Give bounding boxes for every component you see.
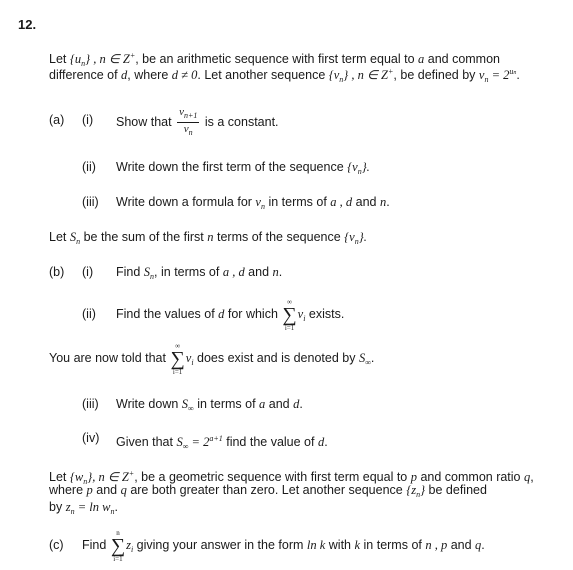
math-condition: d ≠ 0 [171, 68, 198, 82]
part-b-iv-text: Given that $S_\infty = 2^{a+1}$ find the value of d. [116, 434, 328, 451]
part-a-ii-label: (ii) [82, 160, 96, 174]
told-line: You are now told that ∞ ∑ i=1 $v_i$ does exist and is denoted by $S_\infty$. [49, 341, 375, 376]
part-c-label: (c) [49, 538, 64, 552]
part-b-i-label: (i) [82, 265, 94, 279]
intro-text: , be defined by [393, 68, 479, 82]
summation-symbol: ∞ ∑ i=1 [282, 297, 297, 332]
math-domain: , n ∈ Z+ [90, 51, 136, 66]
part-b-ii-text: Find the values of d for which ∞ ∑ i=1 $v_i$ exists. [116, 297, 345, 332]
part-a-i-label: (i) [82, 113, 94, 127]
math-v-seq: $\{v_n\}$ [328, 68, 349, 84]
math-d: d [121, 68, 128, 82]
intro-text: , be an arithmetic sequence with first term equal to [135, 52, 419, 66]
math-domain: , n ∈ Z+ [348, 67, 394, 82]
part-b-iv-label: (iv) [82, 431, 100, 445]
part-b-ii-label: (ii) [82, 307, 96, 321]
part-a-ii-text: Write down the first term of the sequence $\{v_n\}$. [116, 160, 370, 176]
sum-definition-line: Let $S_n$ be the sum of the first n terms of the sequence $\{v_n\}$. [49, 230, 367, 246]
summation-symbol: n ∑ i=1 [110, 528, 126, 563]
part-a-iii-text: Write down a formula for $v_n$ in terms of a , d and n. [116, 195, 390, 211]
geometric-line-2: where p and q are both greater than zero. Let another sequence $\{z_n\}$ be defined [49, 483, 487, 499]
geometric-line-1: Let $\{w_n\}$, n ∈ Z+, be a geometric sequence with first term equal to p and common ratio q, [49, 469, 534, 486]
part-b-i-text: Find $S_n$, in terms of a , d and n. [116, 265, 283, 281]
summation-symbol: ∞ ∑ i=1 [170, 341, 185, 376]
part-b-iii-label: (iii) [82, 397, 99, 411]
math-fraction: $\frac{v_{n+1}}{v_n}$ [179, 106, 198, 137]
intro-text: , where [127, 68, 172, 82]
intro-text: . [516, 68, 520, 82]
part-a-iii-label: (iii) [82, 195, 99, 209]
math-u-seq: $\{u_n\}$ [69, 52, 91, 68]
math-a: a [418, 52, 425, 66]
part-c-text: Find n ∑ i=1 $z_i$ giving your answer in the form ln k with k in terms of n , p and q. [82, 528, 485, 563]
math-v-definition: $v_n = 2^{un}$ [478, 67, 517, 84]
part-a-i-text: Show that $\frac{v_{n+1}}{v_n}$ is a constant. [116, 106, 279, 137]
part-a-label: (a) [49, 113, 65, 127]
geometric-line-3: by $z_n = \ln w_n$. [49, 500, 118, 516]
intro-text: and common [424, 52, 500, 66]
intro-text: Let [49, 52, 70, 66]
part-b-label: (b) [49, 265, 65, 279]
intro-text: difference of [49, 68, 122, 82]
part-b-iii-text: Write down $S_\infty$ in terms of a and d. [116, 397, 303, 413]
question-number: 12. [18, 17, 37, 32]
intro-text: . Let another sequence [197, 68, 329, 82]
intro-line-2 [49, 64, 520, 87]
